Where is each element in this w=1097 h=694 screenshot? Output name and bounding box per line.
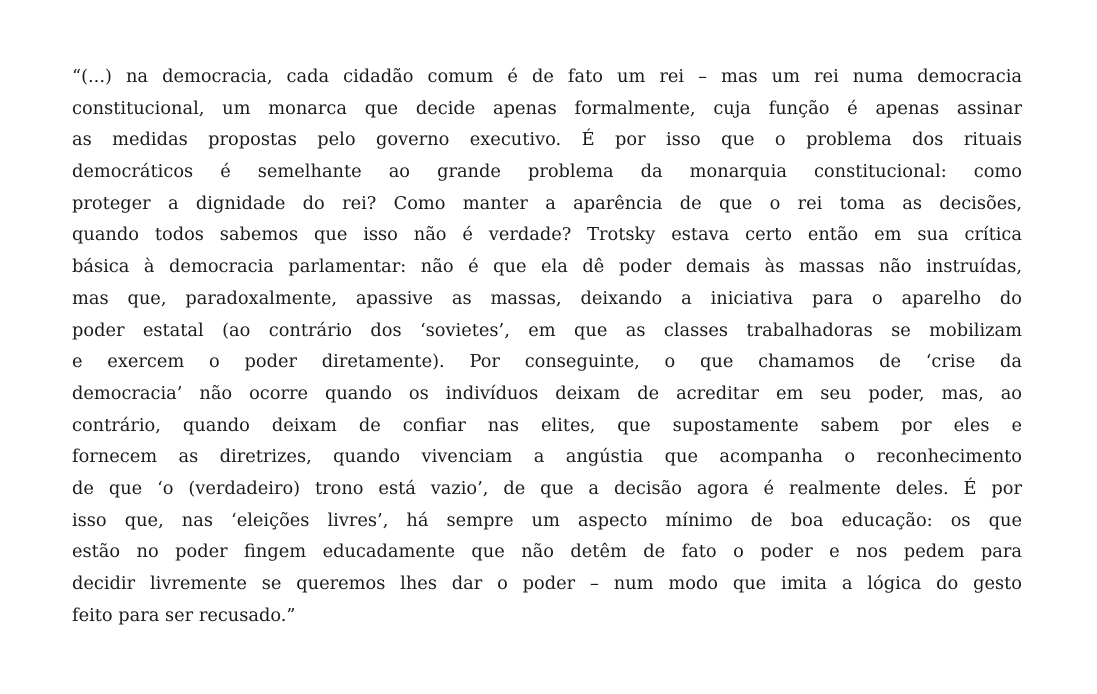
text-line: as medidas propostas pelo governo executivo. É por isso que o problema dos rituais — [72, 129, 1022, 151]
text-line: constitucional, um monarca que decide apenas formalmente, cuja função é apenas assinar — [72, 97, 1022, 119]
text-line: feito para ser recusado.” — [72, 604, 296, 626]
text-line: mas que, paradoxalmente, apassive as massas, deixando a iniciativa para o aparelho do — [72, 287, 1022, 309]
text-line: estão no poder fingem educadamente que não detêm de fato o poder e nos pedem para — [72, 541, 1022, 563]
text-line: proteger a dignidade do rei? Como manter a aparência de que o rei toma as decisões, — [72, 192, 1022, 214]
text-line: fornecem as diretrizes, quando vivenciam a angústia que acompanha o reconhecimento — [72, 446, 1022, 468]
text-line: isso que, nas ‘eleições livres’, há sempre um aspecto mínimo de boa educação: os que — [72, 509, 1022, 531]
text-line: de que ‘o (verdadeiro) trono está vazio’, de que a decisão agora é realmente deles. É por — [72, 477, 1022, 499]
quote-paragraph — [72, 61, 1022, 631]
text-line: básica à democracia parlamentar: não é que ela dê poder demais às massas não instruídas, — [72, 256, 1022, 278]
text-line: poder estatal (ao contrário dos ‘sovietes’, em que as classes trabalhadoras se mobilizam — [72, 319, 1022, 341]
text-line: e exercem o poder diretamente). Por conseguinte, o que chamamos de ‘crise da — [72, 351, 1022, 373]
text-line: contrário, quando deixam de confiar nas elites, que supostamente sabem por eles e — [72, 414, 1022, 436]
text-line: “(...) na democracia, cada cidadão comum é de fato um rei – mas um rei numa democracia — [72, 66, 1022, 87]
text-line: democráticos é semelhante ao grande problema da monarquia constitucional: como — [72, 161, 1022, 183]
text-line: democracia’ não ocorre quando os indivíduos deixam de acreditar em seu poder, mas, ao — [72, 382, 1022, 404]
text-line: quando todos sabemos que isso não é verdade? Trotsky estava certo então em sua crítica — [72, 224, 1022, 246]
text-line: decidir livremente se queremos lhes dar o poder – num modo que imita a lógica do gesto — [72, 573, 1022, 594]
